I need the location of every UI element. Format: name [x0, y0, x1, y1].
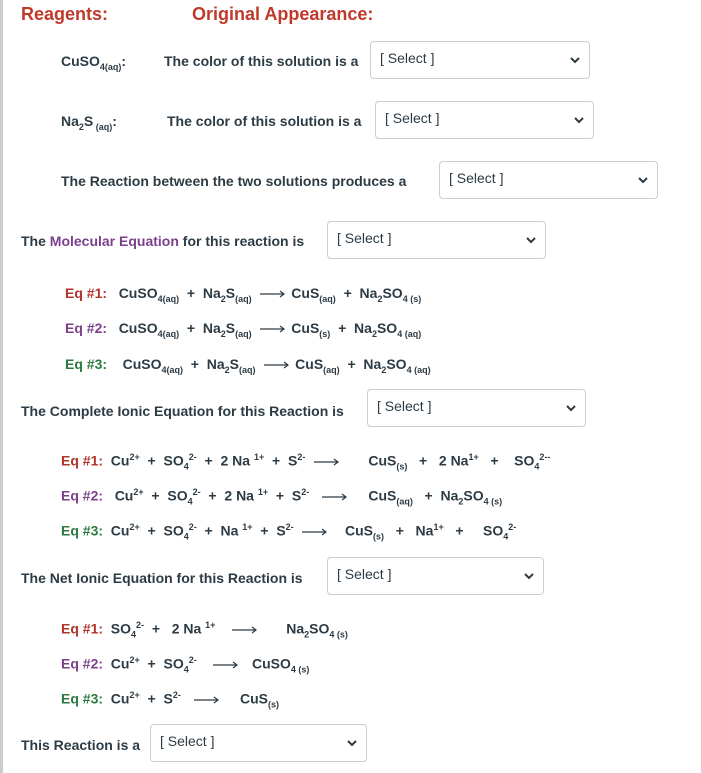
chevron-down-icon — [565, 403, 577, 413]
molecular-equation-prompt: The Molecular Equation for this reaction is — [21, 233, 305, 249]
reaction-type-prompt: This Reaction is a — [21, 737, 141, 753]
net-ionic-select[interactable]: [ Select ] — [327, 557, 544, 595]
reagent-cuso4-label: CuSO$_{4(aq)}$: — [61, 53, 127, 72]
arrow-icon — [212, 660, 240, 670]
reaction-product-select[interactable]: [ Select ] — [439, 161, 658, 199]
net-ionic-eq-2: Eq #2: $Cu^{2+} + SO_4^{2-}$ CuSO$_{4 (s)}$ — [61, 655, 310, 675]
na2s-color-select[interactable]: [ Select ] — [375, 101, 594, 139]
left-border — [0, 0, 3, 773]
reagent-cuso4-prompt: The color of this solution is a — [164, 53, 359, 69]
molecular-eq-2: Eq #2: CuSO$_{4(aq)}$ + $Na_2S_{(aq)}$ $CuS_{(s)} + Na_2SO_{4 (aq)}$ — [65, 320, 422, 339]
arrow-icon — [321, 492, 349, 502]
reagent-na2s-label: $Na_2S$ $_{(aq)}$: — [61, 113, 117, 132]
complete-ionic-select[interactable]: [ Select ] — [367, 389, 586, 427]
reaction-prompt: The Reaction between the two solutions produces a — [61, 173, 407, 189]
arrow-icon — [259, 324, 287, 334]
arrow-icon — [301, 527, 329, 537]
chevron-down-icon — [523, 571, 535, 581]
reagents-header: Reagents: — [21, 4, 109, 24]
arrow-icon — [263, 360, 291, 370]
complete-ionic-eq-2: Eq #2: $Cu^{2+} + SO_4^{2-} + 2$ Na $^{1+} + S^{2-}$ CuS$_{(aq)}$ + $Na_2SO_{4 (s)}$ — [61, 487, 503, 507]
chevron-down-icon — [525, 235, 537, 245]
reagent-na2s-prompt: The color of this solution is a — [167, 113, 362, 129]
molecular-equation-select[interactable]: [ Select ] — [327, 221, 546, 259]
arrow-icon — [193, 695, 221, 705]
appearance-header: Original Appearance: — [192, 4, 374, 24]
arrow-icon — [313, 457, 341, 467]
chevron-down-icon — [637, 175, 649, 185]
complete-ionic-prompt: The Complete Ionic Equation for this Reaction is — [21, 403, 344, 419]
complete-ionic-eq-1: Eq #1: $Cu^{2+} + SO_4^{2-} + 2$ Na $^{1+} + S^{2-}$ CuS$_{(s)}$ + 2 $Na^{1+}$ + $SO_4^{2--}$ — [61, 452, 551, 472]
net-ionic-prompt: The Net Ionic Equation for this Reaction is — [21, 570, 303, 586]
arrow-icon — [231, 625, 259, 635]
net-ionic-eq-1: Eq #1: $SO_4^{2-}$ + 2 Na $^{1+}$ $Na_2SO_{4 (s)}$ — [61, 620, 348, 640]
chevron-down-icon — [573, 115, 585, 125]
molecular-eq-3: Eq #3: CuSO$_{4(aq)}$ + $Na_2S_{(aq)}$ $CuS_{(aq)} + Na_2SO_{4 (aq)}$ — [65, 356, 431, 375]
molecular-eq-1: Eq #1: CuSO$_{4(aq)}$ + $Na_2S_{(aq)}$ $CuS_{(aq)} + Na_2SO_{4 (s)}$ — [65, 285, 422, 304]
chevron-down-icon — [346, 738, 358, 748]
net-ionic-eq-3: Eq #3: $Cu^{2+} + S^{2-}$ CuS$_{(s)}$ — [61, 690, 279, 710]
reaction-type-select[interactable]: [ Select ] — [150, 724, 367, 762]
cuso4-color-select[interactable]: [ Select ] — [370, 41, 590, 79]
complete-ionic-eq-3: Eq #3: $Cu^{2+} + SO_4^{2-} + Na$ $^{1+} + S^{2-}$ CuS$_{(s)}$ + $Na^{1+}$ + $SO_4^{2-}$ — [61, 522, 517, 542]
arrow-icon — [259, 289, 287, 299]
chevron-down-icon — [569, 55, 581, 65]
